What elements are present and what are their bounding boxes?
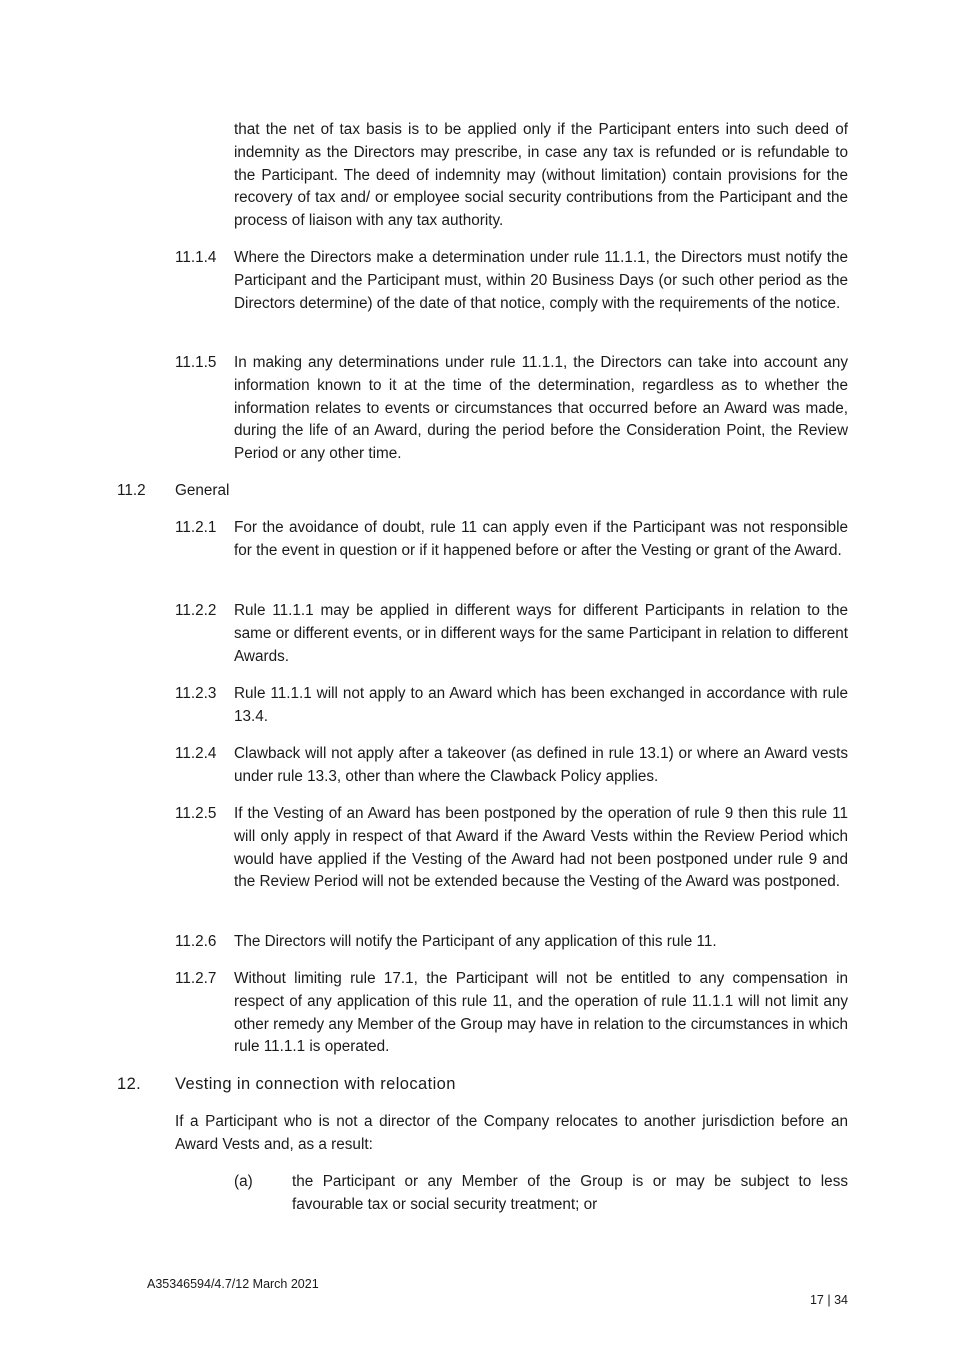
footer-page-number: 17 | 34 — [809, 1293, 848, 1307]
section-number-12: 12. — [117, 1075, 142, 1093]
item-label-a: (a) — [234, 1173, 253, 1190]
rule-text-11-2-5: If the Vesting of an Award has been postponed by the operation of rule 9 then this rule 11 will only apply in respect of that Award if the Award Vests within the Review Period which would have applied if the Vesting of the Award had not been postponed under rule 9 and the Review Period will not be extended because the Vesting of the Award was postponed. — [234, 805, 848, 891]
rule-number-11-1-4: 11.1.4 — [175, 249, 217, 266]
rule-number-11-2-5: 11.2.5 — [175, 805, 217, 822]
section-heading-12: Vesting in connection with relocation — [175, 1075, 456, 1093]
rule-number-11-2-3: 11.2.3 — [175, 685, 217, 702]
rule-number-11-2-6: 11.2.6 — [175, 933, 217, 950]
footer-document-reference: A35346594/4.7/12 March 2021 — [147, 1277, 319, 1291]
rule-text-11-1-4: Where the Directors make a determination under rule 11.1.1, the Directors must notify the Participant and the Participant must, within 20 Business Days (or such other period as the Directors determine) of the date of that notice, comply with the requirements of the notice. — [234, 249, 848, 312]
rule-text-11-2-7: Without limiting rule 17.1, the Participant will not be entitled to any compensation in respect of any application of this rule 11, and the operation of rule 11.1.1 will not limit any other remedy any Member of the Group may have in relation to the circumstances in which rule 11.1.1 is operated. — [234, 970, 848, 1056]
rule-text-11-2-6: The Directors will notify the Participant of any application of this rule 11. — [234, 933, 717, 950]
rule-text-11-2-1: For the avoidance of doubt, rule 11 can apply even if the Participant was not responsible for the event in question or if it happened before or after the Vesting or grant of the Award. — [234, 519, 848, 559]
rule-text-11-2-3: Rule 11.1.1 will not apply to an Award which has been exchanged in accordance with rule 13.4. — [234, 685, 848, 725]
item-text-a: the Participant or any Member of the Group is or may be subject to less favourable tax or social security treatment; or — [292, 1173, 848, 1213]
rule-text-11-1-5: In making any determinations under rule 11.1.1, the Directors can take into account any information known to it at the time of the determination, regardless as to whether the information relates to events or circumstances that occurred before an Award was made, during the life of an Award, during the period before the Consideration Point, the Review Period or any other time. — [234, 354, 848, 463]
rule-number-11-2: 11.2 — [117, 482, 146, 499]
rule-number-11-1-5: 11.1.5 — [175, 354, 217, 371]
subheading-general: General — [175, 482, 230, 499]
rule-number-11-2-2: 11.2.2 — [175, 602, 217, 619]
rule-text-11-2-4: Clawback will not apply after a takeover (as defined in rule 13.1) or where an Award vests under rule 13.3, other than where the Clawback Policy applies. — [234, 745, 848, 785]
rule-text-11-2-2: Rule 11.1.1 may be applied in different ways for different Participants in relation to the same or different events, or in different ways for the same Participant in relation to different Awards. — [234, 602, 848, 665]
rule-number-11-2-1: 11.2.1 — [175, 519, 217, 536]
rule-number-11-2-4: 11.2.4 — [175, 745, 217, 762]
section-12-intro: If a Participant who is not a director of the Company relocates to another jurisdiction before an Award Vests and, as a result: — [175, 1113, 848, 1153]
rule-number-11-2-7: 11.2.7 — [175, 970, 217, 987]
paragraph-continuation: that the net of tax basis is to be applied only if the Participant enters into such deed of indemnity as the Directors may prescribe, in case any tax is refunded or is refundable to the Participant. The deed of indemnity may (without limitation) contain provisions for the recovery of tax and/ or employee social security contributions from the Participant and the process of liaison with any tax authority. — [234, 121, 848, 230]
